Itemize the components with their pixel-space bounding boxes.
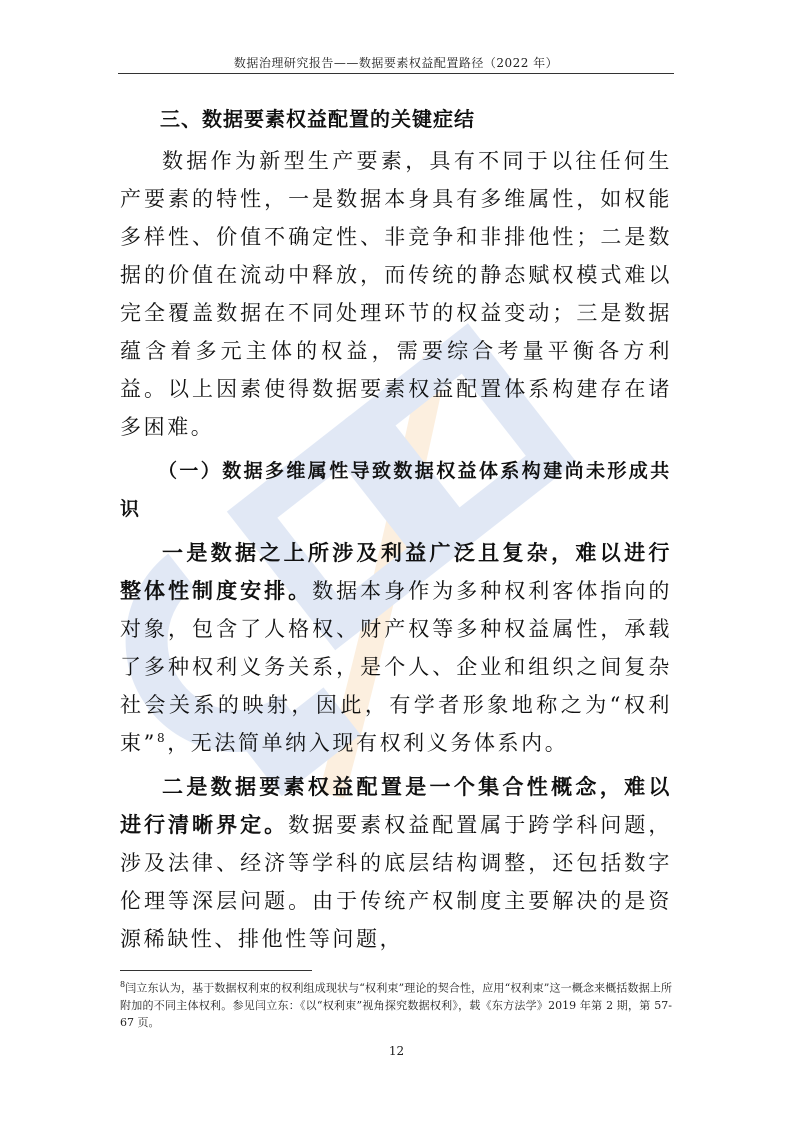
page-number: 12	[388, 1044, 405, 1058]
page-body	[120, 100, 672, 958]
header-divider	[118, 73, 674, 74]
footnote-text: 闫立东认为，基于数据权利束的权利组成现状与“权利束”理论的契合性，应用“权利束”这一概念来概括数据上所附加的不同主体权利。参见闫立东：《以“权利束”视角探究数据权利》，载《东方法学》2019 年第 2 期，第 57-67 页。	[120, 981, 672, 1029]
intro-paragraph: 数据作为新型生产要素，具有不同于以往任何生产要素的特性，一是数据本身具有多维属性，如权能多样性、价值不确定性、非竞争和非排他性；二是数据的价值在流动中释放，而传统的静态赋权模式难以完全覆盖数据在不同处理环节的权益变动；三是数据蕴含着多元主体的权益，需要综合考量平衡各方利益。以上因素使得数据要素权益配置体系构建存在诸多困难。	[120, 149, 672, 439]
footnote	[120, 976, 672, 1031]
page-header: 数据治理研究报告——数据要素权益配置路径（2022 年）	[233, 56, 559, 70]
footnote-divider	[120, 970, 312, 971]
footnote-number: 8	[120, 980, 126, 989]
point-one-body: 数据本身作为多种权利客体指向的对象，包含了人格权、财产权等多种权益属性，承载了多种权利义务关系，是个人、企业和组织之间复杂社会关系的映射，因此，有学者形象地称之为“权利束”	[120, 579, 672, 755]
section-heading: 三、数据要素权益配置的关键症结	[160, 107, 475, 131]
point-one-body-end: ，无法简单纳入现有权利义务体系内。	[167, 731, 569, 755]
footnote-reference[interactable]: 8	[156, 731, 168, 745]
point-one-paragraph	[120, 534, 672, 762]
point-two-lead: 二是数据要素权益配置是一个集合性概念，难以进行清晰界定。	[120, 775, 672, 837]
point-two-paragraph	[120, 768, 672, 958]
point-two-body: 数据要素权益配置属于跨学科问题，涉及法律、经济等学科的底层结构调整，还包括数字伦理等深层问题。由于传统产权制度主要解决的是资源稀缺性、排他性等问题，	[120, 813, 672, 951]
point-one-lead: 一是数据之上所涉及利益广泛且复杂，难以进行整体性制度安排。	[120, 541, 672, 603]
subsection-heading: （一）数据多维属性导致数据权益体系构建尚未形成共识	[120, 460, 672, 520]
